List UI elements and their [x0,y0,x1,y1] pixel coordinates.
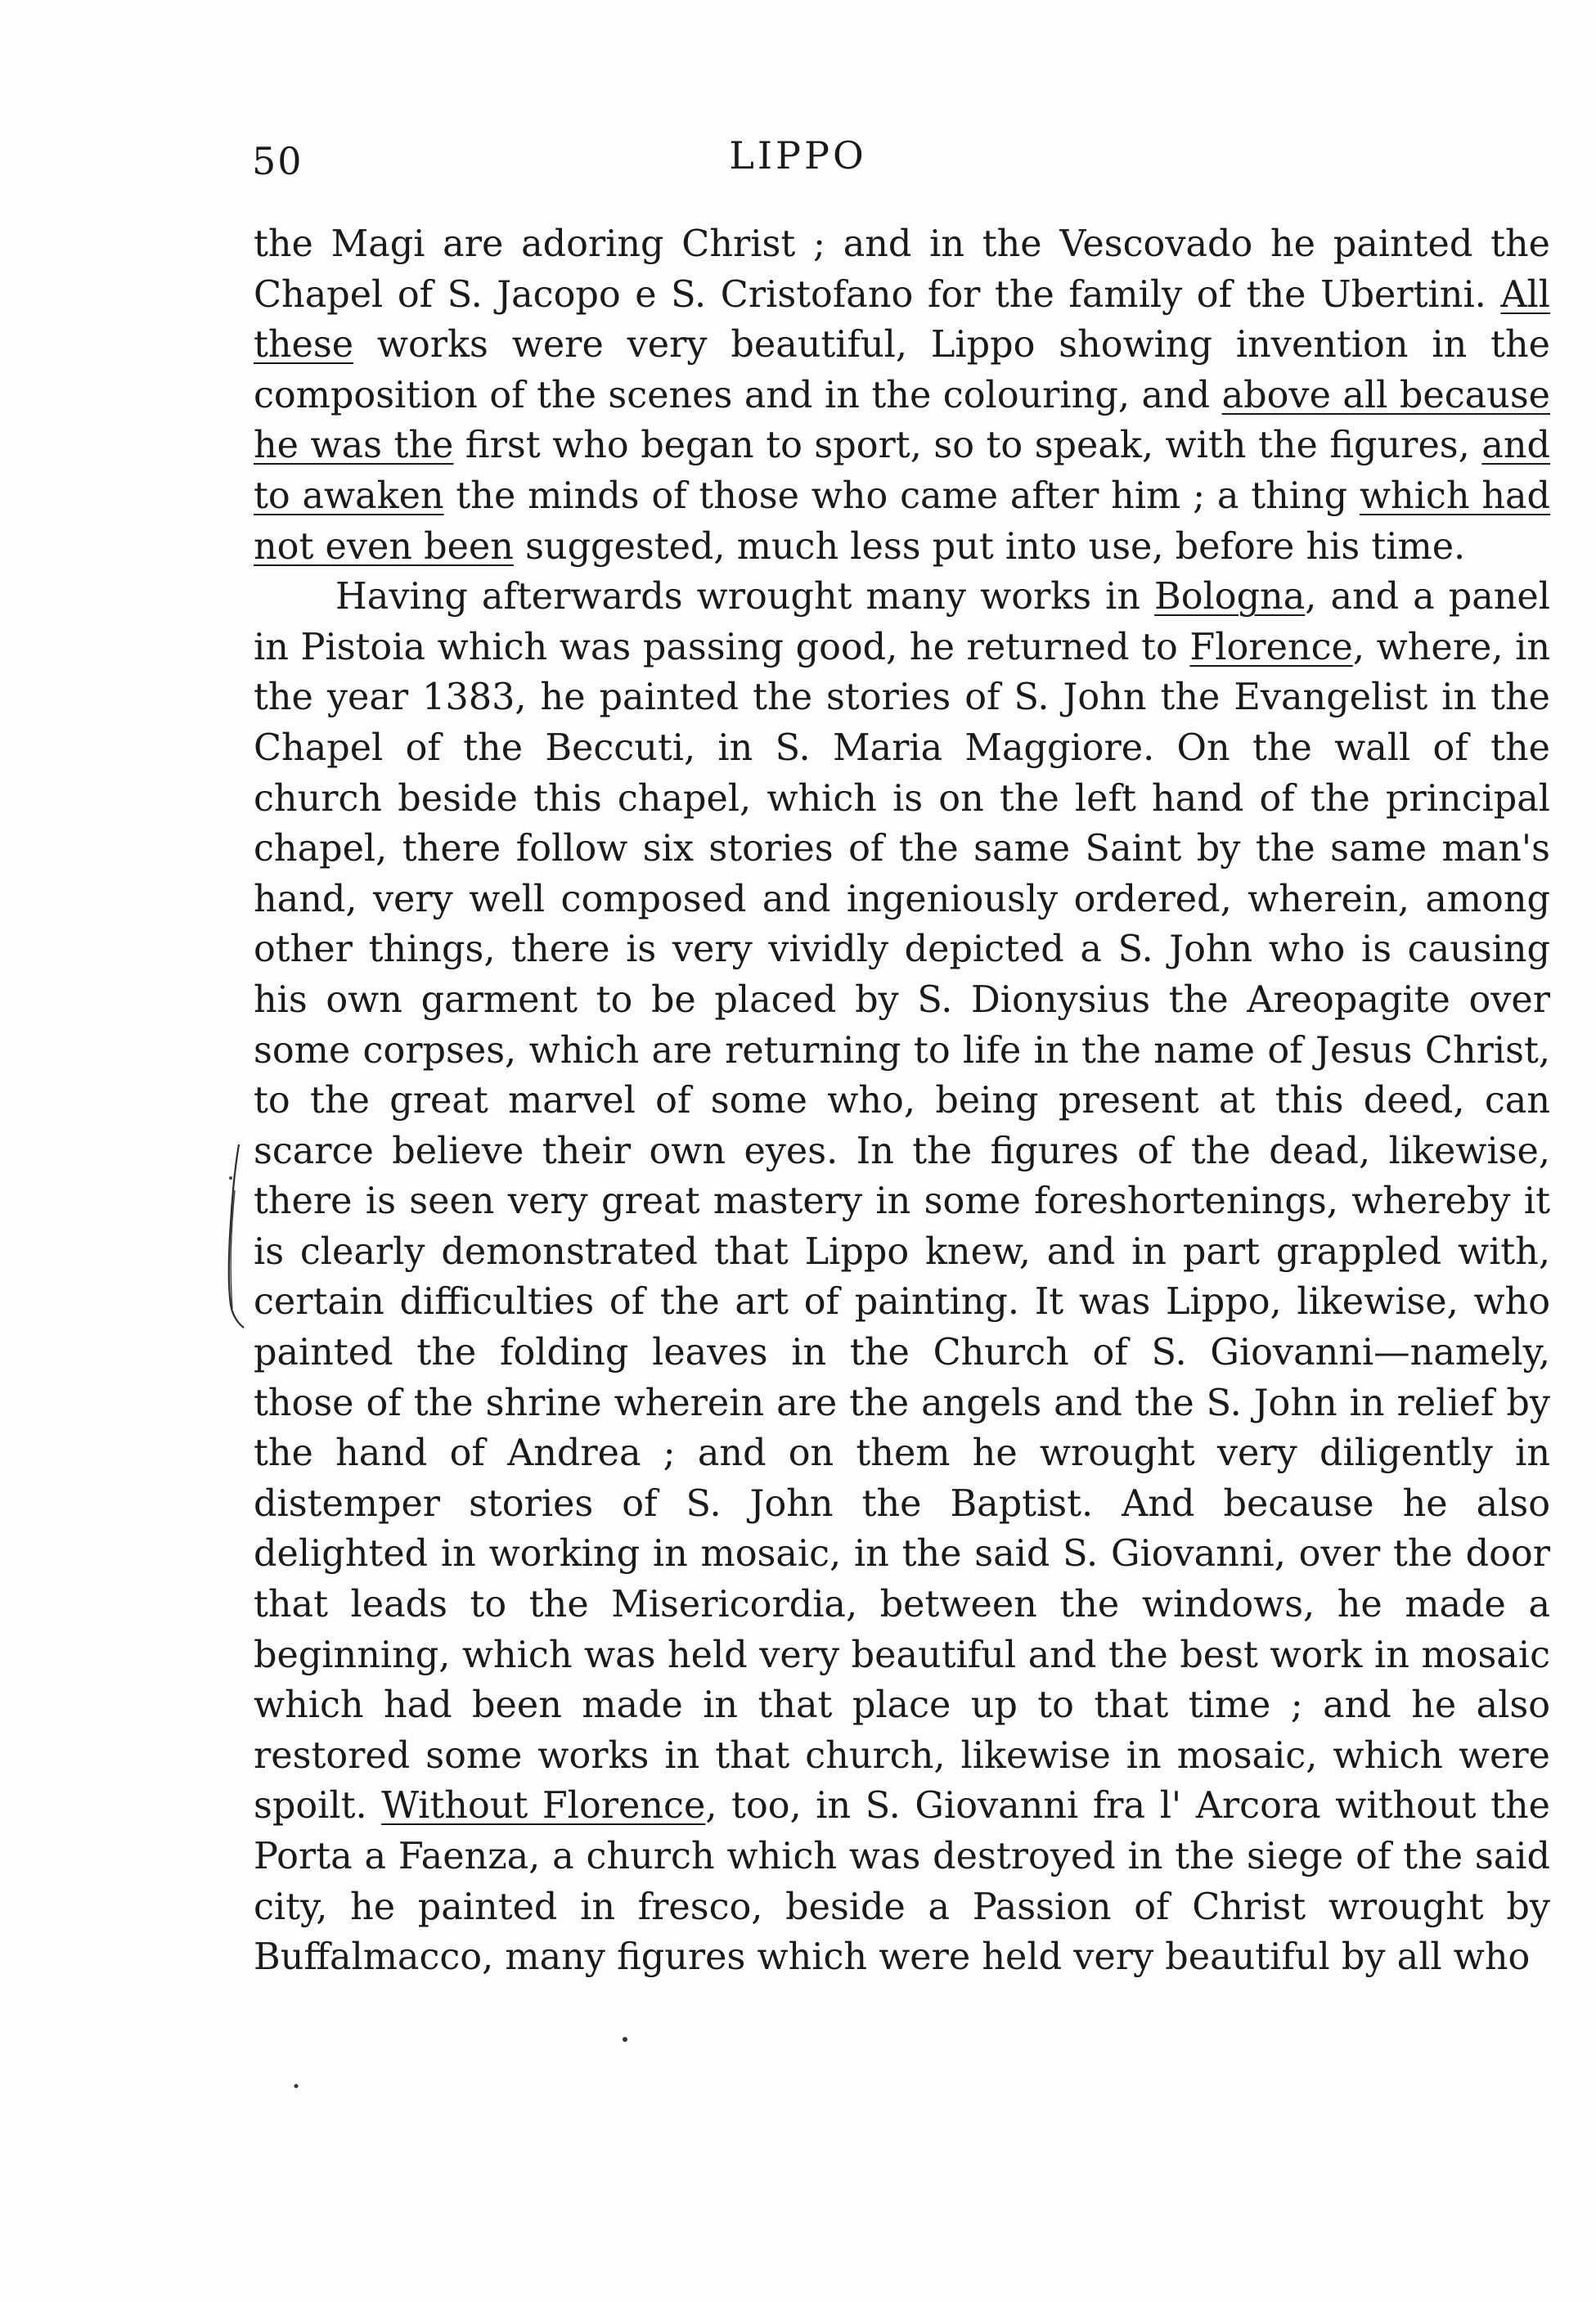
margin-pencil-mark [214,1141,247,1329]
body-text [254,219,1550,1983]
handwritten-underline: which had not even been [254,474,1551,568]
pencil-stroke-icon [214,1141,247,1329]
text-run: Having afterwards wrought many works in [335,576,1155,618]
handwritten-underline: above all because he was the [254,374,1550,467]
handwritten-underline: Bologna [1154,576,1306,618]
text-run: , and a panel in Pistoia which was passing good, he returned to [254,576,1550,668]
text-run: , where, in the year 1383, he painted the stories of S. John the Evangelist in the Chapel of the Beccuti, in S. Maria Maggiore. On the wall of the church beside this chapel, which is on the left hand of the principal chapel, there follow six stories of the same Saint by the same man's hand, very well composed and ingeniously ordered, wherein, among other things, there is very vividly depicted a S. John who is causing his own garment to be placed by S. Dionysius the Areopagite over some corpses, which are returning to life in the name of Jesus Christ, to the great marvel of some who, being present at this deed, can scarce believe their own eyes. In the figures of the dead, likewise, there is seen very great mastery in some foreshortenings, whereby it is clearly demonstrated that Lippo knew, and in part grappled with, certain difficulties of the art of painting. It was Lippo, likewise, who painted the folding leaves in the Church of S. Giovanni—namely, those of the shrine wherein are the angels and the S. John in relief by the hand of Andrea ; and on them he wrought very diligently in distemper stories of S. John the Baptist. And because he also delighted in working in mosaic, in the said S. Giovanni, over the door that leads to the Misericordia, between the windows, he made a beginning, which was held very beautiful and the best work in mosaic which had been made in that place up to that time ; and he also restored some works in that church, likewise in mosaic, which were spoilt. [254,626,1550,1828]
handwritten-underline: Florence [1189,626,1353,668]
text-run: works were very beautiful, Lippo showing invention in the composition of the scenes and in the colouring, and [254,324,1550,416]
handwritten-underline: Without Florence [381,1785,706,1828]
page-number: 50 [252,139,303,183]
text-run: , too, in S. Giovanni fra l' Arcora without the Porta a Faenza, a church which was destroyed in the siege of the said city, he painted in fresco, beside a Passion of Christ wrought by Buffalmacco, many figures which were held very beautiful by all who [254,1785,1550,1979]
text-run: the minds of those who came after him ; a thing [443,474,1360,517]
text-run: suggested, much less put into use, before his time. [513,525,1466,568]
handwritten-underline: All these [254,273,1550,366]
paragraph-1 [254,219,1550,572]
speck [623,2037,627,2042]
handwritten-underline: and to awaken [254,425,1550,517]
text-run: the Magi are adoring Christ ; and in the Vescovado he painted the Chapel of S. Jacopo e S. Cristofano for the family of the Ubertini. [254,223,1550,316]
speck [294,2084,299,2088]
paragraph-2 [254,572,1550,1983]
text-run: first who began to sport, so to speak, with the figures, [453,425,1482,467]
running-head: LIPPO [729,133,867,178]
